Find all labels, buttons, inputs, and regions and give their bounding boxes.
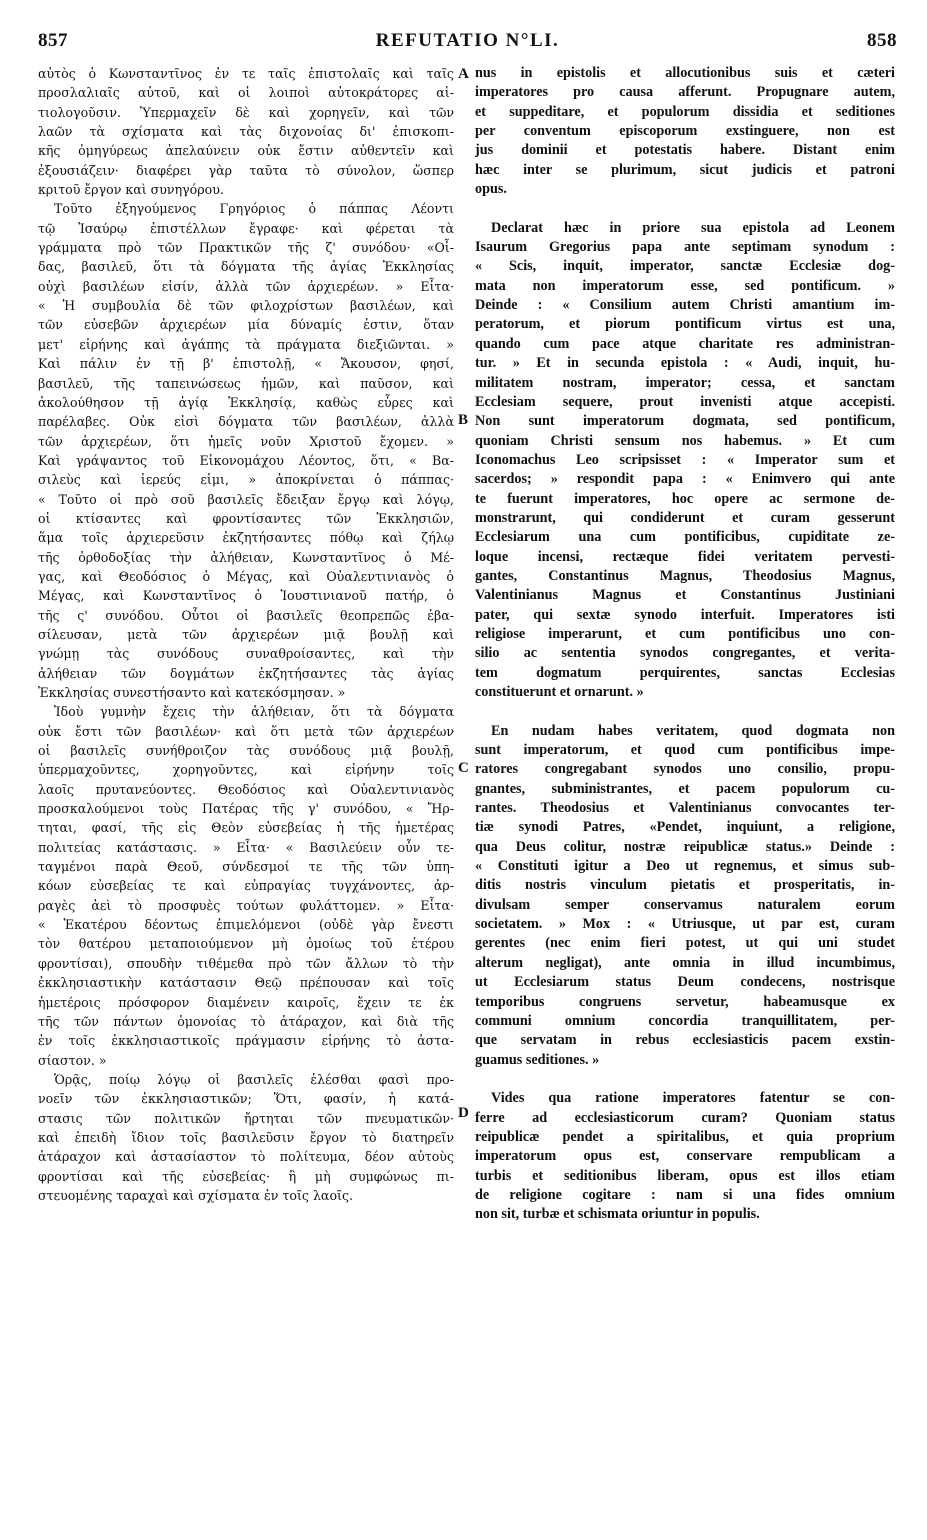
greek-text-line: πολιτείας κατάστασις. » Εἶτα· « Βασιλεύειν οὖν τε- — [38, 839, 454, 855]
latin-paragraph — [475, 1089, 895, 1224]
greek-text-line: νοεῖν τῶν ἐκκλησιαστικῶν; Ὅτι, φασίν, ἡ κατά- — [38, 1091, 454, 1107]
greek-text-line: τηται, φασί, τῆς εἰς Θεὸν εὐσεβείας ἡ τῆς ἡμετέρας — [38, 820, 454, 836]
greek-text-line: δας, βασιλεῦ, ὅτι τὰ δόγματα τῆς ἁγίας Ἐκκλησίας — [38, 259, 454, 275]
section-marker-c: C — [458, 760, 469, 776]
latin-text-line: Declarat hæc in priore sua epistola ad Leonem — [491, 219, 895, 236]
greek-text-line: « Ἑκατέρου δέοντως ἐπιμελόμενοι (οὐδὲ γὰρ ἔνεστι — [38, 917, 454, 933]
latin-text-line: jus dominii et potestatis habere. Distant enim — [475, 142, 895, 159]
latin-text-line: guamus seditiones. » — [475, 1051, 600, 1068]
latin-text-line: tur. » Et in secunda epistola : « Audi, inquit, hu- — [475, 355, 895, 372]
latin-paragraph — [475, 219, 895, 703]
greek-text-line: λαῶν τὰ σχίσματα καὶ τὰς διχονοίας δι' ἐπισκοπι- — [38, 124, 454, 140]
latin-text-line: constituerunt et ornarunt. » — [475, 684, 644, 700]
greek-text-line: μετ' εἰρήνης καὶ ἀγάπης τὰ πράγματα διεξιῶνται. » — [38, 336, 454, 352]
latin-text-line: te fuerunt imperatores, hoc opere ac sermone de- — [475, 490, 895, 507]
latin-text-line: loque incensi, rectæque fidei veritatem pervesti- — [475, 548, 895, 565]
latin-text-line: quoniam Christi sensum nos habemus. » Et cum — [475, 432, 895, 449]
greek-text-line: καὶ ἐπειδὴ ἴδιον τοῖς βασιλεῦσιν ἔργον τὸ διατηρεῖν — [38, 1129, 454, 1145]
greek-text-line: γράμματα πρὸ τῶν Πρακτικῶν τῆς ζ' συνόδου· «Οἶ- — [38, 240, 454, 256]
latin-text-column — [475, 64, 895, 1225]
latin-text-line: « Scis, inquit, imperator, sanctæ Ecclesiæ dog- — [475, 258, 895, 275]
left-page-number: 857 — [38, 30, 68, 51]
latin-text-line: mata non imperatorum esse, sed pontificum. » — [475, 277, 895, 294]
section-marker-b: B — [458, 412, 469, 428]
latin-paragraph — [475, 64, 895, 199]
greek-paragraph — [38, 64, 454, 199]
greek-text-line: τῆς τῶν πάντων ὁμονοίας τὸ ἀτάραχον, καὶ διὰ τῆς — [38, 1013, 454, 1029]
greek-text-line: κριτοῦ ἔργον καὶ συνηγόρου. — [38, 182, 224, 198]
greek-text-line: τῆς ὀρθοδοξίας τὴν ἀλήθειαν, Κωνσταντῖνος ὁ Μέ- — [38, 549, 454, 565]
latin-text-line: ditis nostris vinculum pietatis et prosperitatis, in- — [475, 877, 895, 894]
section-marker-d: D — [458, 1105, 469, 1121]
latin-paragraph-gap — [475, 702, 895, 721]
latin-text-line: opus. — [475, 181, 507, 198]
latin-text-line: religiose imperarunt, et cum pontificibus uno con- — [475, 625, 895, 642]
latin-text-line: imperatorum opus est, conservare rempublicam a — [475, 1148, 895, 1165]
latin-text-line: Valentinianus Magnus et Constantinus Justiniani — [475, 587, 895, 604]
latin-text-line: imperatores pro causa afferunt. Propugnare autem, — [475, 84, 895, 101]
latin-text-line: rantes. Theodosius et Valentinianus convocantes ter- — [475, 800, 895, 817]
greek-text-line: τιολογοῦσιν. Ὑπερμαχεῖν δὲ καὶ χορηγεῖν, καὶ τῶν — [38, 104, 454, 120]
latin-text-line: pater, qui sextæ synodo interfuit. Imperatores isti — [475, 606, 895, 623]
greek-text-line: οἱ βασιλεῖς συνήθροιζον τὰς συνόδους μιᾷ βουλῇ, — [38, 743, 454, 759]
latin-text-line: societatem. » Mox : « Utriusque, ut par est, curam — [475, 916, 895, 933]
greek-text-line: τῶν εὐσεβῶν ἀρχιερέων μία δύναμίς ἐστιν, ὅταν — [38, 317, 454, 333]
latin-text-line: sunt imperatorum, et quod cum pontificibus impe- — [475, 742, 895, 759]
greek-text-line: παρέλαβες. Οὐκ εἰσὶ δόγματα τῶν βασιλέων, ἀλλὰ — [38, 414, 454, 430]
greek-text-line: τῶν ἀρχιερέων, ὅτι ἡμεῖς νοῦν Χριστοῦ ἔχομεν. » — [38, 433, 454, 449]
greek-text-line: ἀκολούθησον τῇ ἁγίᾳ Ἐκκλησίᾳ, καθὼς εὗρες καὶ — [38, 394, 454, 410]
greek-text-line: ἐν τοῖς ἐκκλησιαστικοῖς πράγμασιν εἰρήνης τὸ ἀστα- — [38, 1033, 454, 1049]
latin-text-line: ferre ad ecclesiasticorum curam? Quoniam status — [475, 1109, 895, 1126]
greek-text-line: φροντίσαι καὶ τῆς εὐσεβείας· ἢ μὴ συμφώνως πι- — [38, 1168, 454, 1184]
latin-text-line: sacerdos; » respondit papa : « Enimvero qui ante — [475, 471, 895, 488]
greek-paragraph — [38, 1070, 454, 1205]
greek-text-line: Καὶ πάλιν ἐν τῇ β' ἐπιστολῇ, « Ἄκουσον, φησί, — [38, 356, 454, 372]
greek-text-line: αὐτὸς ὁ Κωνσταντῖνος ἐν τε ταῖς ἐπιστολαῖς καὶ ταῖς — [38, 66, 454, 81]
latin-text-line: et suppeditare, et populorum dissidia et seditiones — [475, 103, 895, 120]
latin-text-line: silio ac sententia synodos congregantes, et verita- — [475, 645, 895, 662]
greek-text-line: ἡμετέροις πρόσφορον διαμένειν καιροῖς, ἔχειν τε ἐκ — [38, 994, 454, 1010]
latin-paragraph-gap — [475, 199, 895, 218]
latin-text-line: turbis et seditionibus liberam, opus est illos etiam — [475, 1167, 895, 1184]
latin-text-line: non sit, turbæ et schismata oriuntur in populis. — [475, 1206, 760, 1223]
greek-paragraph — [38, 199, 454, 702]
latin-text-line: divulsam semper conservamus naturalem eorum — [475, 896, 895, 913]
latin-text-line: per conventum episcoporum exstinguere, non est — [475, 123, 895, 140]
greek-text-column — [38, 64, 454, 1205]
greek-text-line: οὐκ ἔστι τῶν βασιλέων· καὶ ὅτι μετὰ τῶν ἀρχιερέων — [38, 723, 454, 739]
greek-text-line: στευομένης ταραχαὶ καὶ σχίσματα ἐν τοῖς λαοῖς. — [38, 1187, 354, 1203]
greek-text-line: γας, καὶ Θεοδόσιος ὁ Μέγας, καὶ Οὐαλεντινιανὸς ὁ — [38, 568, 454, 584]
greek-text-line: τῷ Ἰσαύρῳ ἐπιστέλλων ἔγραφε· καὶ φέρεται τὰ — [38, 220, 454, 236]
greek-text-line: « Τοῦτο οἱ πρὸ σοῦ βασιλεῖς ἔδειξαν ἔργῳ καὶ λόγῳ, — [38, 491, 454, 507]
greek-text-line: ραγὲς ἀεὶ τὸ προσφυὲς τούτων φυλάττομεν. » Εἶτα· — [38, 897, 454, 913]
greek-text-line: στασις τῶν πολιτικῶν ἤρτηται τῶν πνευματικῶν· — [38, 1110, 454, 1126]
latin-text-line: gnantes, subministrantes, et pacem populorum cu- — [475, 780, 895, 797]
greek-text-line: οἱ κτίσαντες καὶ φροντίσαντες τῶν Ἐκκλησιῶν, — [38, 510, 454, 526]
greek-text-line: ὑπερμαχοῦντες, χορηγοῦντες, καὶ εἰρήνην τοῖς — [38, 762, 454, 778]
latin-text-line: ut Ecclesiarum status Deum condecens, nostrisque — [475, 974, 895, 991]
latin-text-line: nus in epistolis et allocutionibus suis et cæteri — [475, 65, 895, 81]
greek-text-line: τῆς ς' συνόδου. Οὗτοι οἱ βασιλεῖς θεοπρεπῶς ἐβα- — [38, 607, 454, 623]
greek-text-line: προσκαλούμενοι τοὺς Πατέρας τῆς γ' συνόδου, « Ἤρ- — [38, 801, 454, 817]
latin-text-line: qua Deus colitur, nostræ reipublicæ status.» Deinde : — [475, 838, 895, 855]
running-title: REFUTATIO N°LI. — [375, 30, 560, 51]
greek-text-line: σίαστον. » — [38, 1052, 107, 1068]
latin-text-line: Ecclesiam sequere, prout invenisti atque accepisti. — [475, 393, 895, 410]
latin-paragraph — [475, 722, 895, 1070]
greek-text-line: κόων εὐσεβείας τε καὶ εὐπραγίας τυγχάνοντες, ἀρ- — [38, 878, 454, 894]
greek-text-line: Τοῦτο ἐξηγούμενος Γρηγόριος ὁ πάππας Λέοντι — [54, 201, 454, 217]
greek-text-line: ἐκκλησιαστικὴν κατάστασιν Θεῷ πρέπουσαν καὶ τοῖς — [38, 975, 454, 991]
latin-text-line: quando cum pace atque charitate res administran- — [475, 335, 895, 352]
latin-text-line: tiæ synodi Patres, «Pendet, inquiunt, a religione, — [475, 819, 895, 836]
latin-text-line: En nudam habes veritatem, quod dogmata non — [491, 722, 895, 739]
right-page-number: 858 — [867, 30, 897, 51]
greek-text-line: γνώμῃ τὰς συνόδους συναθροίσαντες, καὶ τὴν — [38, 646, 454, 662]
greek-text-line: οὐχὶ βασιλέων εἰσίν, ἀλλὰ τῶν ἀρχιερέων. » Εἶτα· — [38, 278, 454, 294]
greek-text-line: Ἰδοὺ γυμνὴν ἔχεις τὴν ἀλήθειαν, ὅτι τὰ δόγματα — [54, 704, 454, 720]
latin-text-line: alterum negligat), ante omnia in illud incumbimus, — [475, 954, 895, 971]
greek-text-line: λαοῖς πρυτανεύοντες. Θεοδόσιος καὶ Οὐαλεντινιανὸς — [38, 781, 454, 797]
latin-text-line: Vides qua ratione imperatores fatentur se con- — [491, 1090, 895, 1107]
greek-text-line: Μέγας, καὶ Κωνσταντῖνος ὁ Ἰουστινιανοῦ πατήρ, ὁ — [38, 588, 454, 604]
greek-text-line: φροντίσαι), σπουδὴν τιθέμεθα πρὸ τῶν ἄλλων τὸ τὴν — [38, 955, 454, 971]
latin-text-line: communi omnium concordia tranquillitatem, per- — [475, 1012, 895, 1029]
greek-text-line: ἅμα τοῖς ἀρχιερεῦσιν ἐκζητήσαντες πόθῳ καὶ ζήλῳ — [38, 530, 454, 546]
greek-text-line: Ὁρᾷς, ποίῳ λόγῳ οἱ βασιλεῖς ἑλέσθαι φασὶ προ- — [54, 1071, 454, 1087]
greek-text-line: ἀτάραχον καὶ ἀστασίαστον τὸ πολίτευμα, δέον αὐτοὺς — [38, 1149, 454, 1165]
greek-text-line: τὸν θατέρου μεταποιούμενον μὴ ὁμοίως τοῦ ἑτέρου — [38, 936, 454, 952]
latin-text-line: gantes, Constantinus Magnus, Theodosius Magnus, — [475, 567, 895, 584]
greek-text-line: « Ἡ συμβουλία δὲ τῶν φιλοχρίστων βασιλέων, καὶ — [38, 298, 454, 314]
latin-text-line: Deinde : « Consilium autem Christi amantium im- — [475, 297, 895, 314]
greek-text-line: ἐξουσιάζειν· διαφέρει γὰρ ταῦτα τὸ σύνολον, ὥσπερ — [38, 162, 454, 178]
latin-text-line: tem dogmatum perquirentes, sanctas Ecclesias — [475, 664, 895, 681]
latin-text-line: hæc inter se plurimum, sicut judicis et patroni — [475, 161, 895, 178]
latin-text-line: ratores congregabant synodos uno consilio, propu- — [475, 761, 895, 778]
latin-text-line: gerentes (nec enim fieri potest, ut qui uni studet — [475, 935, 895, 952]
latin-text-line: que servatam in rebus ecclesiasticis pacem exstin- — [475, 1032, 895, 1049]
greek-text-line: ταγμένοι παρὰ Θεοῦ, σύνδεσμοί τε τῆς τῶν ὑπη- — [38, 859, 454, 875]
greek-text-line: Καὶ γράψαντος τοῦ Εἰκονομάχου Λέοντος, ὅτι, « Βα- — [38, 452, 454, 468]
latin-paragraph-gap — [475, 1070, 895, 1089]
greek-text-line: σιλεὺς καὶ ἱερεύς εἰμι, » ἀποκρίνεται ὁ πάππας· — [38, 472, 454, 488]
latin-text-line: de religione cogitare : nam si una fides omnium — [475, 1186, 895, 1203]
latin-text-line: monstrarunt, qui condiderunt et curam gesserunt — [475, 509, 895, 526]
greek-text-line: βασιλεῦ, τῆς ταπεινώσεως ἡμῶν, καὶ παῦσον, καὶ — [38, 375, 454, 391]
latin-text-line: Ecclesiarum una cum pontificibus, cupiditate ze- — [475, 529, 895, 546]
greek-text-line: προσλαλιαῖς αὐτοῦ, καὶ οἱ λοιποὶ αὐτοκράτορες αἱ- — [38, 85, 454, 101]
latin-text-line: militatem nostram, imperator; cessa, et sanctam — [475, 374, 895, 391]
section-marker-a: A — [458, 66, 469, 82]
greek-paragraph — [38, 702, 454, 1070]
latin-text-line: Iconomachus Leo scripsisset : « Imperator sum et — [475, 451, 895, 468]
latin-text-line: reipublicæ pendet a spiritalibus, et quia proprium — [475, 1128, 895, 1145]
latin-text-line: « Constituti igitur a Deo ut regnemus, et simus sub- — [475, 858, 895, 875]
latin-text-line: peratorum, et piorum pontificum virtus est una, — [475, 316, 895, 333]
latin-text-line: Isaurum Gregorius papa ante septimam synodum : — [475, 239, 895, 256]
greek-text-line: ἀλήθειαν τῶν δογμάτων ἐκζητήσαντες τὰς ἁγίας — [38, 665, 454, 681]
greek-text-line: σίλευσαν, μετὰ τῶν ἀρχιερέων μιᾷ βουλῇ καὶ — [38, 626, 454, 642]
greek-text-line: κῆς ὁμηγύρεως ἀπελαύνειν οὐκ ἔστιν αὐθεντεῖν καὶ — [38, 143, 454, 159]
running-header — [38, 30, 897, 56]
latin-text-line: Non sunt imperatorum dogmata, sed pontificum, — [475, 413, 895, 430]
greek-text-line: Ἐκκλησίας συνεστήσαντο καὶ κατεκόσμησαν. » — [38, 685, 346, 700]
latin-text-line: temporibus congruens servetur, habeamusque ex — [475, 993, 895, 1010]
